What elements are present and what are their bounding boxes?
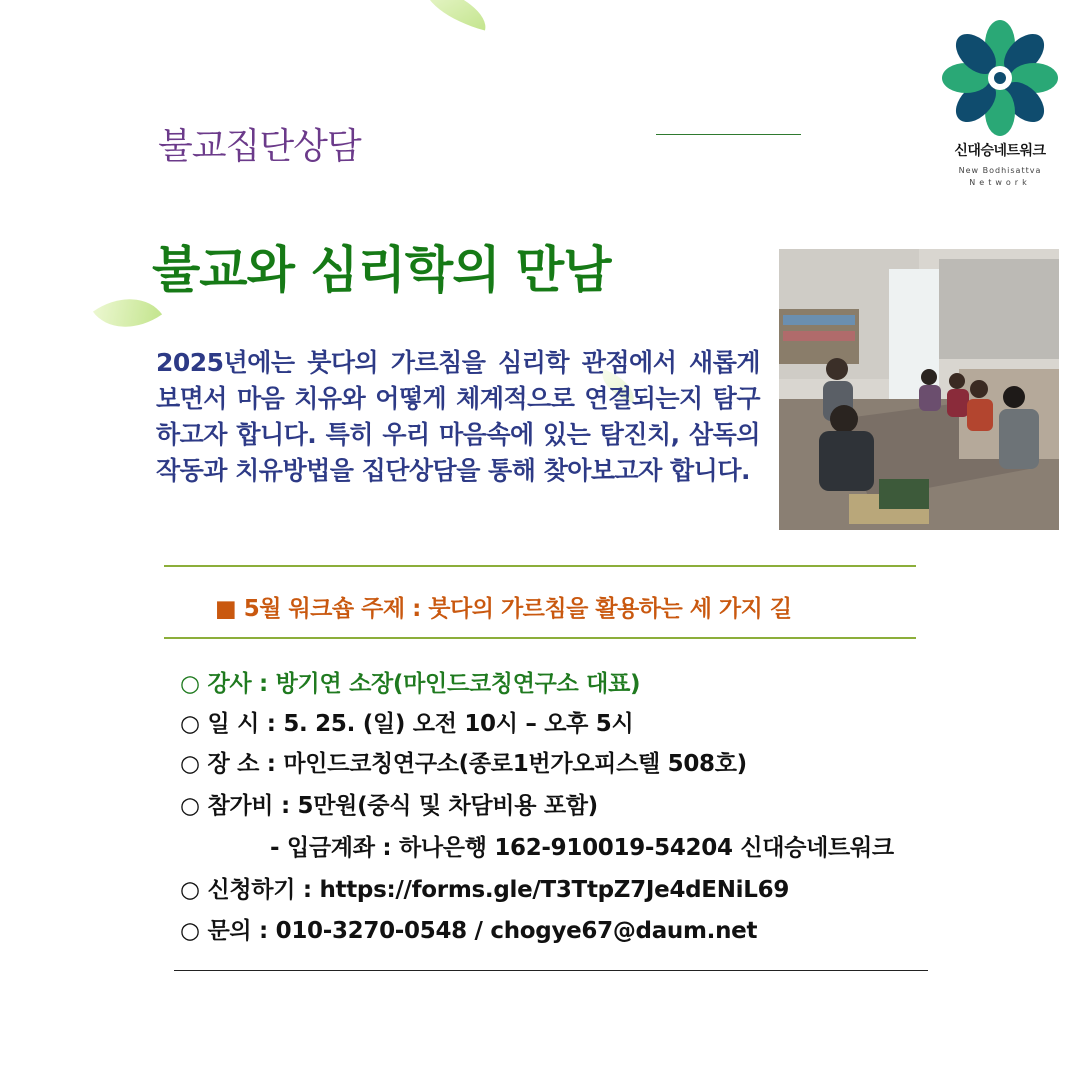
detail-instructor: ○ 강사 : 방기연 소장(마인드코칭연구소 대표) [180, 671, 641, 697]
logo-english-line1: New Bodhisattva [958, 166, 1042, 175]
topic-top-divider [164, 565, 916, 567]
detail-contact[interactable]: ○ 문의 : 010-3270-0548 / chogye67@daum.net [180, 918, 758, 944]
intro-paragraph: 2025년에는 붓다의 가르침을 심리학 관점에서 새롭게 보면서 마음 치유와 어떻게 체계적으로 연결되는지 탐구하고자 합니다. 특히 우리 마음속에 있는 탐진치, 삼독의 작동과 치유방법을 집단상담을 통해 찾아보고자 합니다. [156, 348, 760, 485]
lotus-logo-icon [940, 18, 1060, 138]
headline: 불교와 심리학의 만남 [152, 241, 611, 299]
logo-english-line2: Network [969, 178, 1031, 187]
bottom-divider [174, 970, 928, 971]
category-divider [656, 134, 801, 135]
detail-bank-account: - 입금계좌 : 하나은행 162-910019-54204 신대승네트워크 [270, 835, 894, 861]
detail-fee: ○ 참가비 : 5만원(중식 및 차담비용 포함) [180, 793, 598, 819]
leaf-decoration-top [417, 0, 492, 31]
detail-location: ○ 장 소 : 마인드코칭연구소(종로1번가오피스텔 508호) [180, 751, 747, 777]
group-photo [779, 249, 1059, 530]
topic-bottom-divider [164, 637, 916, 639]
detail-signup-link[interactable]: ○ 신청하기 : https://forms.gle/T3TtpZ7Je4dENiL69 [180, 877, 790, 903]
workshop-topic: ■ 5월 워크숍 주제 : 붓다의 가르침을 활용하는 세 가지 길 [215, 596, 792, 622]
category-title: 불교집단상담 [158, 126, 361, 167]
logo [940, 18, 1060, 193]
logo-name: 신대승네트워크 [954, 143, 1046, 159]
detail-datetime: ○ 일 시 : 5. 25. (일) 오전 10시 – 오후 5시 [180, 711, 634, 737]
